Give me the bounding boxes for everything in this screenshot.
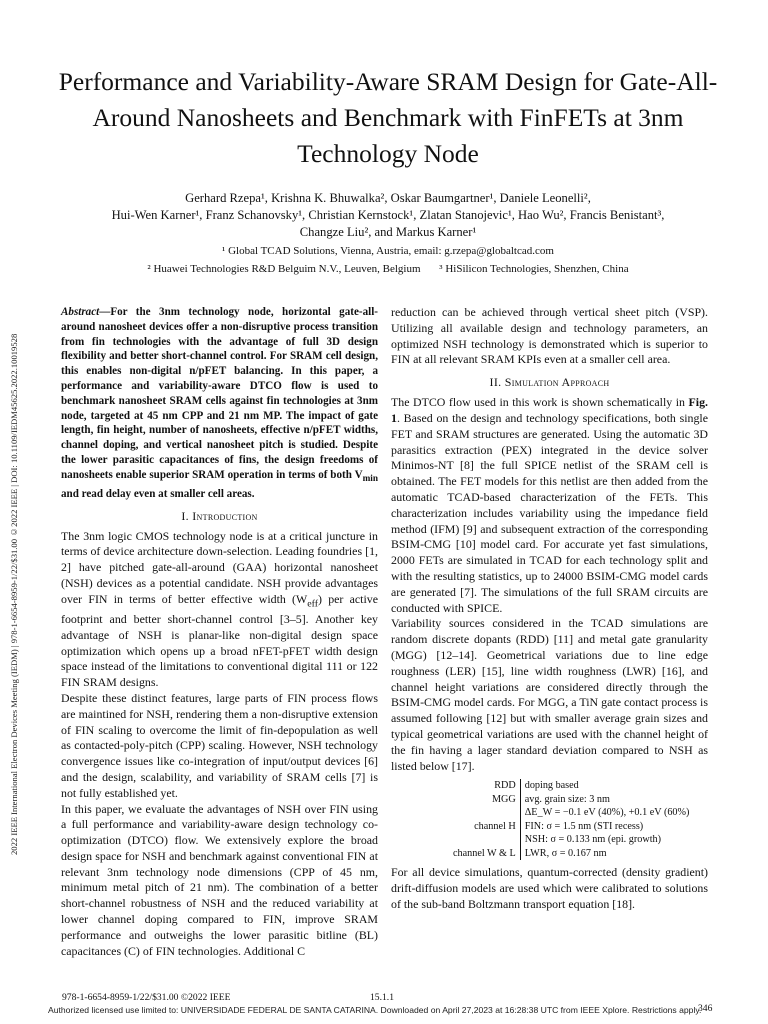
footer-session: 15.1.1 [370, 992, 394, 1003]
table-row [449, 793, 693, 807]
author-line-3: Changze Liu², and Markus Karner¹ [299, 225, 477, 239]
sim-paragraph-3: For all device simulations, quantum-corrected (density gradient) drift-diffusion models are used which were calibrated to solutions of the sub-band Boltzmann transport equation [18]. [391, 865, 708, 911]
figure-reference: Fig. 1 [391, 395, 708, 425]
affiliation-line-2 [40, 260, 736, 278]
table-key [449, 806, 520, 820]
affiliation-2: ² Huawei Technologies R&D Belguim N.V., Leuven, Belgium [147, 263, 421, 275]
sim-paragraph-2: Variability sources considered in the TCAD simulations are random discrete dopants (RDD) [11] and metal gate granularity (MGG) [12–14]. Geometrical variations due to line edge roughness (LER) [15], line width roughness (LWR) [16], and channel height variations are considered directly through the BSIM-CMG model cards. For MGG, a TiN gate contact process is assumed following [12] but with smaller average grain sizes and typical geometrical variations are used with the channel height of the fin having a lager standard deviation compared to NSH as listed below [17]. [391, 616, 708, 773]
table-value: NSH: σ = 0.133 nm (epi. growth) [524, 834, 662, 846]
sim-p1-text: The DTCO flow used in this work is shown schematically in [391, 395, 689, 410]
section-numeral: I. [181, 508, 189, 523]
footer-isbn: 978-1-6654-8959-1/22/$31.00 ©2022 IEEE [62, 992, 231, 1003]
table-key: channel W & L [449, 847, 520, 861]
variability-table [449, 779, 693, 860]
abstract [61, 305, 378, 502]
abstract-tail: and read delay even at smaller cell areas. [61, 487, 255, 500]
author-line-2: Hui-Wen Karner¹, Franz Schanovsky¹, Christian Kernstock¹, Zlatan Stanojevic¹, Hao Wu², Francis Benistant³, [111, 208, 665, 222]
intro-p1-text: The 3nm logic CMOS technology node is at a critical juncture in terms of device architecture down-selection. Leading foundries [1, 2] have pitched gate-all-around (GAA) horizontal nanosheet (NSH) devices as a potential candidate. NSH provide advantages over FIN in terms of better effective width (W [61, 528, 378, 606]
section-heading-simulation [391, 373, 708, 391]
affiliation-1: ¹ Global TCAD Solutions, Vienna, Austria, email: g.rzepa@globaltcad.com [222, 245, 554, 257]
page-number: 346 [698, 1003, 713, 1014]
author-line-1: Gerhard Rzepa¹, Krishna K. Bhuwalka², Oskar Baumgartner¹, Daniele Leonelli², [185, 191, 591, 205]
table-row [449, 820, 693, 834]
intro-paragraph-3: In this paper, we evaluate the advantages of NSH over FIN using a full performance and variability-aware design technology co-optimization (DTCO) flow. We extensively explore the broad design space for NSH and benchmark against conventional FIN at relevant 3nm technology node dimensions (CPP of 45 nm, minimum metal pitch of 21 nm). The combination of a better short-channel robustness of NSH and the reduced variability at lower channel doping compared to FIN, improve SRAM performance and outweighs the lower parasitic bitline (BL) capacitances (C) of FIN technologies. Additional C [61, 801, 378, 958]
table-value: FIN: σ = 1.5 nm (STI recess) [524, 820, 644, 832]
table-row [449, 779, 693, 793]
section-numeral: II. [489, 375, 502, 390]
intro-paragraph-continued: reduction can be achieved through vertical sheet pitch (VSP). Utilizing all available design and technology parameters, an optimized NSH technology is demonstrated which is superior to FIN at all relevant SRAM KPIs even at a smaller cell area. [391, 305, 708, 367]
abstract-subscript: min [362, 473, 378, 484]
intro-p1-text-cont: ) per active footprint and better short-channel control [3–5]. Another key advantage of NSH is planar-like non-digital design space optimization which opens up a broad nFET-pFET width design space instead of the limitations to conventional digital 111 or 122 FIN SRAM designs. [61, 591, 378, 690]
table-key [449, 833, 520, 847]
sim-p1-text-cont: . Based on the design and technology specifications, both single FET and SRAM structures are generated. Using the automatic 3D parasitics extraction (PEX) integrated in the device solver Minimos-NT [8] the full SPICE netlist of the SRAM cell is obtained. The FET models for this netlist are then added from the automatic TCAD-based characterization of the FETs. This characterization includes variability using the impedance field method (IFM) [9] and subsequent extraction of the corresponding BSIM-CMG [10] model card. For accurate yet fast simulations, 2000 FETs are simulated in TCAD for each technology split and with the resulting statistics, up to 24000 BSIM-CMG model cards are generated [7]. The simulations of the full SRAM circuits are conducted with SPICE. [391, 410, 708, 615]
side-identifier: 2022 IEEE International Electron Devices Meeting (IEDM) | 978-1-6654-8959-1/22/$31.00 ©2022 IEEE | DOI: 10.1109/IEDM45625.2022.10019528 [9, 333, 19, 855]
table-value: LWR, σ = 0.167 nm [524, 847, 607, 859]
table-value: ΔE_W = −0.1 eV (40%), +0.1 eV (60%) [524, 807, 690, 819]
intro-paragraph-2: Despite these distinct features, large parts of FIN process flows are maintined for NSH, rendering them a non-disruptive extension of FIN scaling to overcome the limit of fin-depopulation as well as contacted-poly-pitch (CPP) scaling. However, NSH technology convergence issues like co-integration of input/output devices [6] and the design, scalability, and variability of SRAM cells [7] is not fully established yet. [61, 690, 378, 800]
abstract-label: Abstract [61, 306, 100, 318]
paper-title: Performance and Variability-Aware SRAM Design for Gate-All-Around Nanosheets and Benchmark with FinFETs at 3nm Technology Node [58, 67, 718, 168]
abstract-text: —For the 3nm technology node, horizontal gate-all-around nanosheet devices offer a non-disruptive process transition from fin technologies with the advantage of full 3D design flexibility and better short-channel control. For SRAM cell design, this enables non-digital n/pFET balancing. In this paper, a performance and variability-aware DTCO flow is used to benchmark nanosheet SRAM cells against fin technologies at 3nm node, targeted at 45 nm CPP and 21 nm MP. The impact of gate length, fin height, number of nanosheets, effective n/pFET widths, channel doping, and vertical nanosheet pitch is studied. Despite the lower parasitic capacitances of fins, the design freedoms of nanosheets enable superior SRAM operation in terms of both V [61, 306, 378, 481]
table-row [449, 806, 693, 820]
table-row [449, 833, 693, 847]
intro-paragraph-1 [61, 529, 378, 691]
section-heading-introduction [61, 507, 378, 525]
table-value: avg. grain size: 3 nm [524, 793, 610, 805]
right-column [391, 305, 708, 913]
section-title: Introduction [192, 508, 258, 523]
left-column [61, 305, 378, 959]
author-list [40, 190, 736, 241]
table-value: doping based [524, 780, 579, 792]
table-key: MGG [449, 793, 520, 807]
table-row [449, 847, 693, 861]
table-key: channel H [449, 820, 520, 834]
table-key: RDD [449, 779, 520, 793]
license-notice: Authorized licensed use limited to: UNIVERSIDADE FEDERAL DE SANTA CATARINA. Downloaded on April 27,2023 at 16:28:38 UTC from IEEE Xplore. Restrictions apply. [48, 1005, 702, 1015]
section-title: Simulation Approach [504, 375, 610, 390]
affiliation-3: ³ HiSilicon Technologies, Shenzhen, China [439, 263, 629, 275]
sim-paragraph-1 [391, 395, 708, 616]
intro-p1-subscript: eff [307, 598, 319, 610]
affiliations [40, 242, 736, 278]
